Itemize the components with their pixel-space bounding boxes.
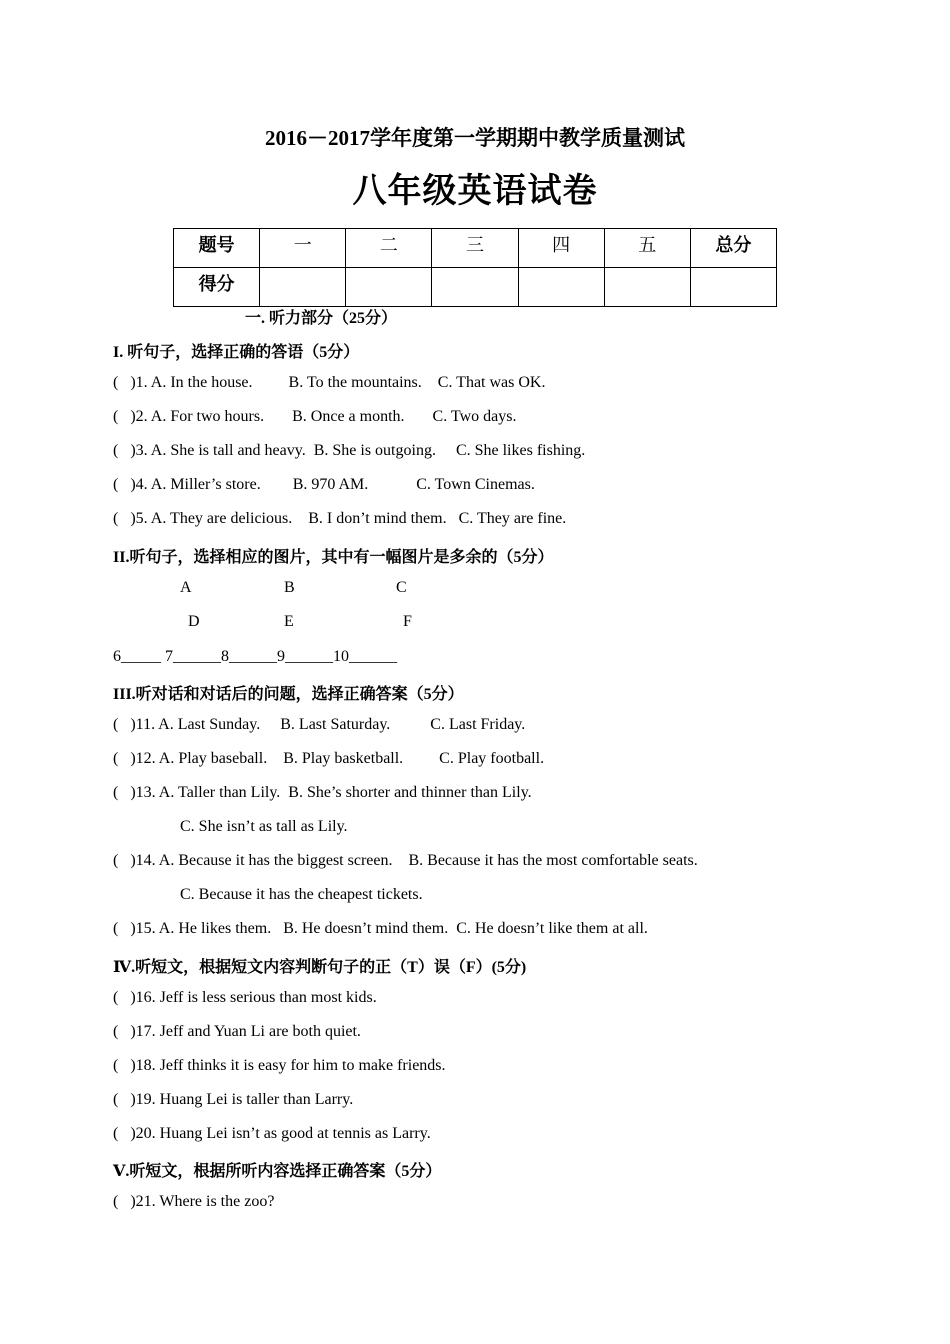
part1-heading: 一. 听力部分（25分） — [245, 310, 398, 327]
score-table-score-row — [174, 268, 777, 307]
score-table-header-row — [174, 229, 777, 268]
section4-heading: Ⅳ.听短文，根据短文内容判断句子的正（T）误（F）(5分) — [113, 959, 527, 976]
picture-label: C — [396, 579, 407, 596]
question-item: ( )20. Huang Lei isn’t as good at tennis as Larry. — [113, 1125, 431, 1142]
question-item: ( )18. Jeff thinks it is easy for him to make friends. — [113, 1057, 446, 1074]
question-item: ( )17. Jeff and Yuan Li are both quiet. — [113, 1023, 361, 1040]
exam-subtitle: 2016－2017学年度第一学期期中教学质量测试 — [265, 126, 685, 150]
score-cell: 二 — [346, 229, 432, 268]
question-item: ( )14. A. Because it has the biggest screen. B. Because it has the most comfortable seats. — [113, 852, 698, 869]
question-item: ( )11. A. Last Sunday. B. Last Saturday. C. Last Friday. — [113, 716, 526, 733]
question-item: ( )1. A. In the house. B. To the mountains. C. That was OK. — [113, 374, 546, 391]
section1-heading: I. 听句子，选择正确的答语（5分） — [113, 344, 360, 361]
answer-blanks[interactable]: 6_____ 7______8______9______10______ — [113, 648, 397, 665]
question-item: ( )13. A. Taller than Lily. B. She’s shorter and thinner than Lily. — [113, 784, 532, 801]
picture-label: F — [403, 613, 412, 630]
exam-title: 八年级英语试卷 — [352, 173, 598, 210]
question-item: ( )4. A. Miller’s store. B. 970 AM. C. Town Cinemas. — [113, 476, 535, 493]
question-option-continued: C. She isn’t as tall as Lily. — [180, 818, 348, 835]
picture-label: D — [188, 613, 200, 630]
question-item: ( )3. A. She is tall and heavy. B. She is outgoing. C. She likes fishing. — [113, 442, 586, 459]
question-item: ( )16. Jeff is less serious than most kids. — [113, 989, 377, 1006]
question-item: ( )5. A. They are delicious. B. I don’t mind them. C. They are fine. — [113, 510, 567, 527]
question-item: ( )2. A. For two hours. B. Once a month. C. Two days. — [113, 408, 517, 425]
section2-heading: II.听句子，选择相应的图片，其中有一幅图片是多余的（5分） — [113, 549, 554, 566]
picture-label: A — [180, 579, 192, 596]
score-cell: 一 — [260, 229, 346, 268]
question-option-continued: C. Because it has the cheapest tickets. — [180, 886, 423, 903]
score-cell: 题号 — [174, 229, 260, 268]
score-cell: 四 — [518, 229, 604, 268]
question-item: ( )21. Where is the zoo? — [113, 1193, 275, 1210]
section5-heading: Ⅴ.听短文，根据所听内容选择正确答案（5分） — [113, 1163, 442, 1180]
picture-label: B — [284, 579, 295, 596]
score-input-cell[interactable] — [604, 268, 690, 307]
section3-heading: III.听对话和对话后的问题，选择正确答案（5分） — [113, 686, 464, 703]
score-input-cell[interactable] — [260, 268, 346, 307]
score-cell: 总分 — [690, 229, 776, 268]
question-item: ( )19. Huang Lei is taller than Larry. — [113, 1091, 354, 1108]
score-input-cell[interactable] — [518, 268, 604, 307]
score-input-cell[interactable] — [432, 268, 518, 307]
question-item: ( )12. A. Play baseball. B. Play basketball. C. Play football. — [113, 750, 545, 767]
score-input-cell[interactable] — [690, 268, 776, 307]
score-input-cell[interactable] — [346, 268, 432, 307]
question-item: ( )15. A. He likes them. B. He doesn’t mind them. C. He doesn’t like them at all. — [113, 920, 648, 937]
picture-label: E — [284, 613, 294, 630]
score-cell: 五 — [604, 229, 690, 268]
score-table — [173, 228, 777, 307]
score-cell: 得分 — [174, 268, 260, 307]
score-cell: 三 — [432, 229, 518, 268]
